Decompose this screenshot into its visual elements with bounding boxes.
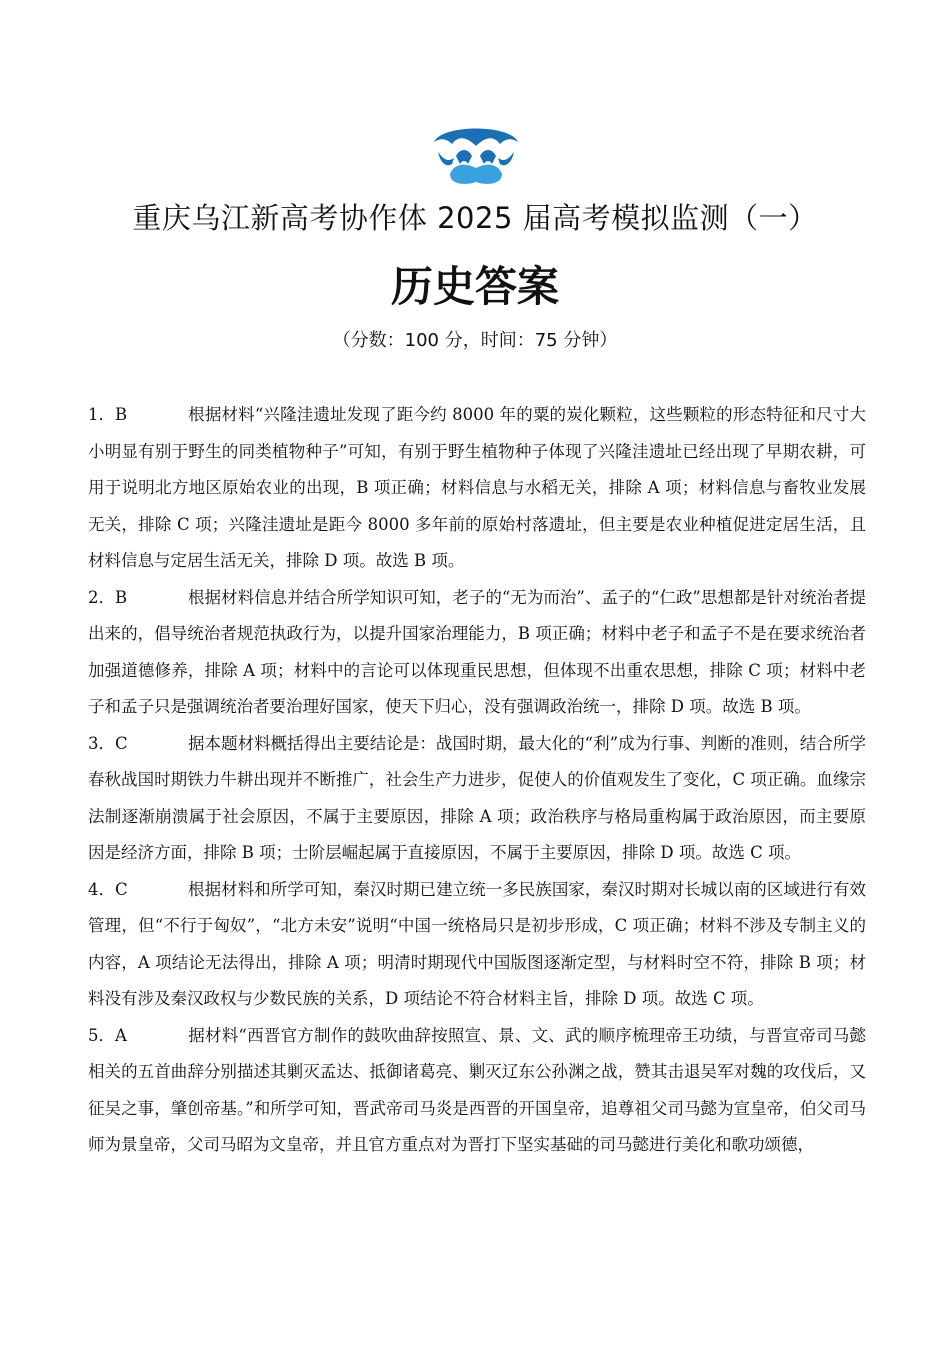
document-subtitle: 历史答案: [390, 262, 559, 311]
wave-logo-icon: [428, 118, 524, 190]
answer-list: [88, 397, 866, 1164]
answer-number: 1．B: [88, 405, 128, 424]
document-title: 重庆乌江新高考协作体 2025 届高考模拟监测（一）: [132, 201, 818, 235]
answer-explanation: 根据材料“兴隆洼遗址发现了距今约 8000 年的粟的炭化颗粒，这些颗粒的形态特征和尺寸大小明显有别于野生的同类植物种子”可知，有别于野生植物种子体现了兴隆洼遗址已经出现了早期农耕，可用于说明北方地区原始农业的出现，B 项正确；材料信息与水稻无关，排除 A 项；材料信息与畜牧业发展无关，排除 C 项；兴隆洼遗址是距今 8000 多年前的原始村落遗址，但主要是农业种植促进定居生活，且材料信息与定居生活无关，排除 D 项。故选 B 项。: [88, 405, 866, 570]
answer-number: 4．C: [88, 879, 128, 899]
score-time-note: （分数：100 分，时间：75 分钟）: [332, 330, 618, 351]
answer-item: [88, 397, 866, 580]
answer-item: [88, 726, 866, 872]
answer-item: [88, 580, 866, 726]
answer-explanation: 根据材料和所学可知，秦汉时期已建立统一多民族国家，秦汉时期对长城以南的区域进行有效管理，但“不行于匈奴”，“北方未安”说明“中国一统格局只是初步形成，C 项正确；材料不涉及专制主义的内容，A 项结论无法得出，排除 A 项；明清时期现代中国版图逐渐定型，与材料时空不符，排除 B 项；材料没有涉及秦汉政权与少数民族的关系，D 项结论不符合材料主旨，排除 D 项。故选 C 项。: [88, 879, 866, 1008]
answer-number: 3．C: [88, 733, 128, 753]
answer-number: 5．A: [88, 1025, 127, 1045]
answer-explanation: 根据材料信息并结合所学知识可知，老子的“无为而治”、孟子的“仁政”思想都是针对统治者提出来的，倡导统治者规范执政行为，以提升国家治理能力，B 项正确；材料中老子和孟子不是在要求统治者加强道德修养，排除 A 项；材料中的言论可以体现重民思想，但体现不出重农思想，排除 C 项；材料中老子和孟子只是强调统治者要治理好国家，使天下归心，没有强调政治统一，排除 D 项。故选 B 项。: [88, 587, 866, 716]
answer-number: 2．B: [88, 587, 128, 607]
answer-explanation: 据本题材料概括得出主要结论是：战国时期，最大化的“利”成为行事、判断的准则，结合所学春秋战国时期铁力牛耕出现并不断推广，社会生产力进步，促使人的价值观发生了变化，C 项正确。血缘宗法制逐渐崩溃属于社会原因，不属于主要原因，排除 A 项；政治秩序与格局重构属于政治原因，而主要原因是经济方面，排除 B 项；士阶层崛起属于直接原因，不属于主要原因，排除 D 项。故选 C 项。: [88, 733, 866, 862]
answer-explanation: 据材料“西晋官方制作的鼓吹曲辞按照宣、景、文、武的顺序梳理帝王功绩，与晋宣帝司马懿相关的五首曲辞分别描述其剿灭孟达、抵御诸葛亮、剿灭辽东公孙渊之战，赞其击退吴军对魏的攻伐后，又征吴之事，肇创帝基。”和所学可知，晋武帝司马炎是西晋的开国皇帝，追尊祖父司马懿为宣皇帝，伯父司马师为景皇帝，父司马昭为文皇帝，并且官方重点对为晋打下坚实基础的司马懿进行美化和歌功颂德，: [88, 1025, 866, 1154]
answer-item: [88, 872, 866, 1018]
answer-item: [88, 1018, 866, 1164]
